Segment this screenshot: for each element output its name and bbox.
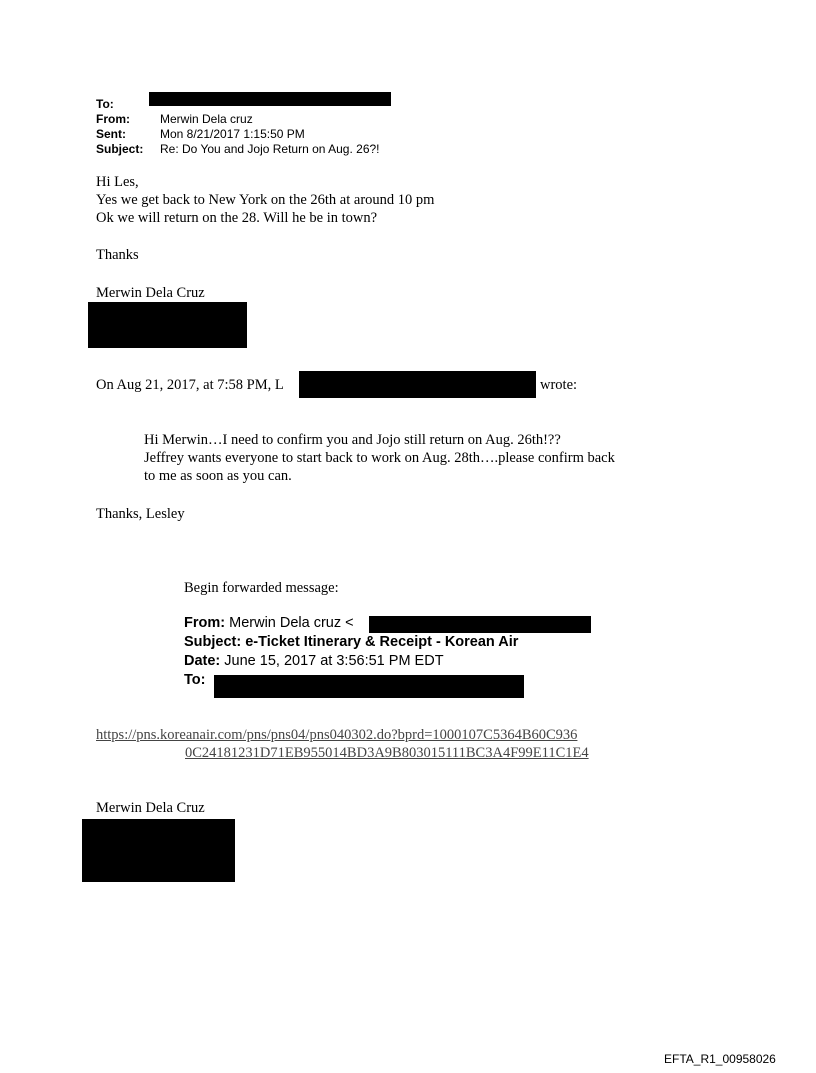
signature: Merwin Dela Cruz xyxy=(96,285,205,301)
forward-date-line xyxy=(184,653,444,669)
forward-date-value: June 15, 2017 at 3:56:51 PM EDT xyxy=(224,653,444,669)
forward-subject-line xyxy=(184,634,518,650)
closing-signature: Merwin Dela Cruz xyxy=(96,800,205,816)
from-label: From: xyxy=(96,112,130,126)
quote-intro-prefix: On Aug 21, 2017, at 7:58 PM, L xyxy=(96,377,284,393)
quote-intro-suffix: wrote: xyxy=(540,377,578,393)
redaction-forward-from xyxy=(369,616,591,633)
from-value: Merwin Dela cruz xyxy=(160,112,253,126)
forward-to-label: To: xyxy=(184,672,206,688)
itinerary-link-line-2[interactable]: 0C24181231D71EB955014BD3A9B803015111BC3A4F99E11C1E4 xyxy=(185,745,589,761)
subject-label: Subject: xyxy=(96,142,144,156)
forward-from-value: Merwin Dela cruz < xyxy=(229,615,354,631)
forward-from-line xyxy=(184,615,354,631)
to-label: To: xyxy=(96,97,114,111)
forward-intro: Begin forwarded message: xyxy=(184,580,339,596)
thanks: Thanks xyxy=(96,247,139,263)
redaction-to-address xyxy=(149,92,391,106)
forward-subject-value: e-Ticket Itinerary & Receipt - Korean Air xyxy=(245,634,519,650)
redaction-sender xyxy=(299,371,536,398)
redaction-closing-block xyxy=(82,819,235,882)
quote-line-2: Jeffrey wants everyone to start back to work on Aug. 28th….please confirm back xyxy=(144,450,615,466)
body-line-2: Ok we will return on the 28. Will he be in town? xyxy=(96,210,378,226)
body-line-1: Yes we get back to New York on the 26th at around 10 pm xyxy=(96,192,435,208)
redaction-signature-block xyxy=(88,302,247,348)
redaction-forward-to xyxy=(214,675,524,698)
sent-label: Sent: xyxy=(96,127,126,141)
forward-from-label: From: xyxy=(184,615,226,631)
greeting: Hi Les, xyxy=(96,174,139,190)
itinerary-link-line-1[interactable]: https://pns.koreanair.com/pns/pns04/pns040302.do?bprd=1000107C5364B60C936 xyxy=(96,727,578,743)
quote-signoff: Thanks, Lesley xyxy=(96,506,185,522)
sent-value: Mon 8/21/2017 1:15:50 PM xyxy=(160,127,305,141)
forward-date-label: Date: xyxy=(184,653,221,669)
quote-line-1: Hi Merwin…I need to confirm you and Jojo still return on Aug. 26th!?? xyxy=(144,432,561,448)
document-id: EFTA_R1_00958026 xyxy=(664,1052,776,1066)
forward-subject-label: Subject: xyxy=(184,634,242,650)
quote-line-3: to me as soon as you can. xyxy=(144,468,292,484)
subject-value: Re: Do You and Jojo Return on Aug. 26?! xyxy=(160,142,380,156)
